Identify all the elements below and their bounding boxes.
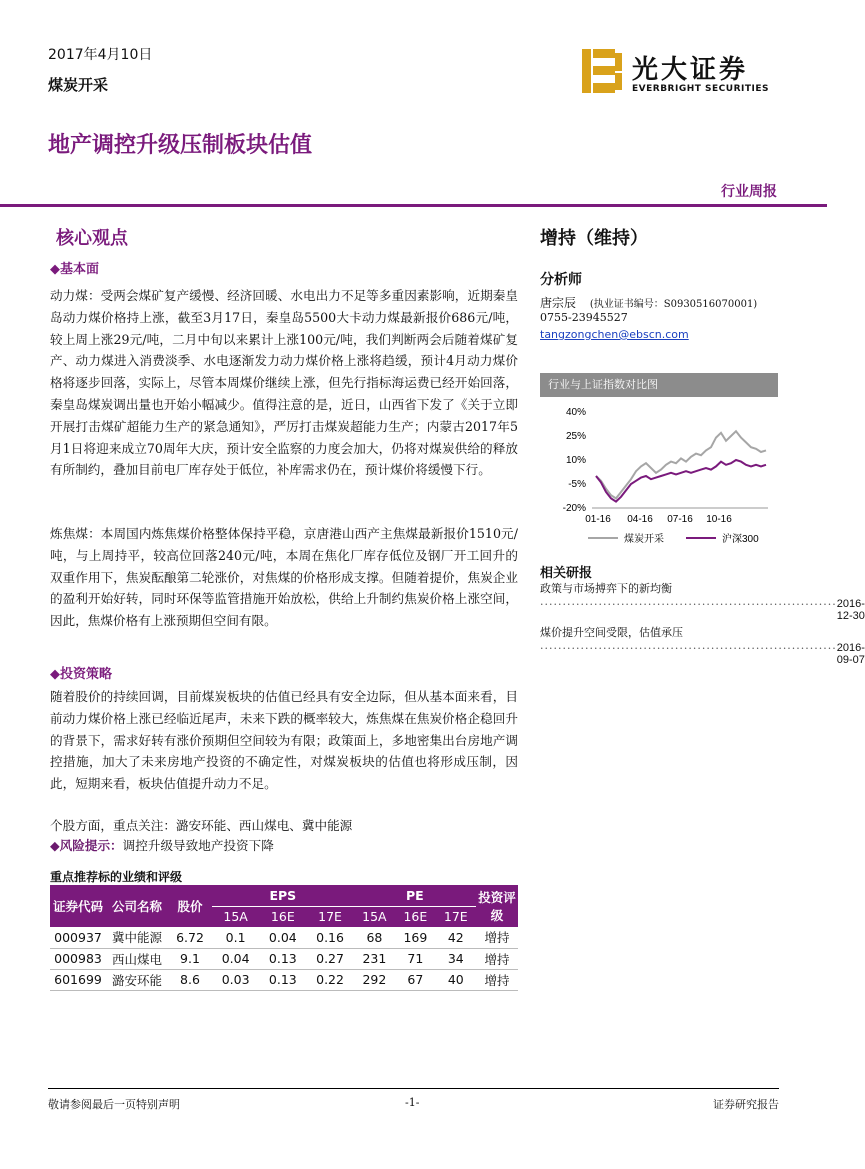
related-item[interactable]: 政策与市场搏弈下的新均衡 ·································································· 2016-12-30 <box>540 582 865 622</box>
comparison-chart <box>540 398 778 548</box>
y-tick-label: 25% <box>565 431 586 442</box>
cell-eps: 0.03 <box>212 969 259 990</box>
series-line-coal <box>596 431 766 498</box>
y-tick-label: 40% <box>565 407 586 418</box>
footer-divider <box>48 1088 779 1089</box>
cell-code: 000983 <box>50 948 106 969</box>
legend-label-coal: 煤炭开采 <box>624 534 664 545</box>
chart-title: 行业与上证指数对比图 <box>540 373 778 397</box>
strategy-heading: ◆投资策略 <box>50 667 112 682</box>
x-tick-label: 10-16 <box>706 514 732 525</box>
footer-org: 证券研究报告 <box>713 1098 779 1111</box>
related-item-title: 政策与市场搏弈下的新均衡 <box>540 582 672 595</box>
analyst-row <box>540 294 757 311</box>
related-item-title: 煤价提升空间受限，估值承压 <box>540 626 683 639</box>
cell-pe: 71 <box>395 948 435 969</box>
th-company: 公司名称 <box>106 885 168 927</box>
cell-code: 601699 <box>50 969 106 990</box>
th-pe-17e: 17E <box>436 906 476 927</box>
y-tick-label: -20% <box>562 503 586 514</box>
y-axis-labels <box>563 407 586 514</box>
th-rating: 投资评级 <box>476 885 518 927</box>
cell-price: 8.6 <box>168 969 212 990</box>
report-date: 2017年4月10日 <box>48 47 153 63</box>
cell-eps: 0.04 <box>212 948 259 969</box>
related-research-list <box>540 580 865 666</box>
fundamentals-heading: ◆基本面 <box>50 262 99 277</box>
th-pe-16e: 16E <box>395 906 435 927</box>
cell-rating: 增持 <box>476 948 518 969</box>
x-axis-labels <box>585 514 732 525</box>
cell-eps: 0.16 <box>306 927 353 948</box>
th-price: 股价 <box>168 885 212 927</box>
cell-eps: 0.22 <box>306 969 353 990</box>
cell-name: 冀中能源 <box>106 927 168 948</box>
th-eps-17e: 17E <box>306 906 353 927</box>
related-research-heading: 相关研报 <box>540 566 593 581</box>
related-item-date: 2016-12-30 <box>836 598 865 622</box>
table-row <box>50 969 518 990</box>
th-code: 证券代码 <box>50 885 106 927</box>
cell-pe: 34 <box>436 948 476 969</box>
risk-line <box>50 835 518 857</box>
footer-disclaimer: 敬请参阅最后一页特别声明 <box>48 1098 180 1111</box>
cell-eps: 0.1 <box>212 927 259 948</box>
related-item[interactable]: 煤价提升空间受限，估值承压 ·································································· 2016-09-07 <box>540 626 865 666</box>
cell-pe: 169 <box>395 927 435 948</box>
header-divider <box>0 204 827 207</box>
th-pe-15a: 15A <box>354 906 395 927</box>
th-eps-15a: 15A <box>212 906 259 927</box>
cell-pe: 292 <box>354 969 395 990</box>
cell-eps: 0.04 <box>259 927 306 948</box>
company-logo <box>580 47 780 99</box>
risk-label: ◆风险提示： <box>50 838 123 853</box>
cell-price: 9.1 <box>168 948 212 969</box>
core-heading: 核心观点 <box>56 228 128 249</box>
report-type: 行业周报 <box>721 184 777 200</box>
cell-eps: 0.13 <box>259 969 306 990</box>
cell-eps: 0.27 <box>306 948 353 969</box>
cell-pe: 40 <box>436 969 476 990</box>
y-tick-label: -5% <box>568 479 586 490</box>
logo-en-text: EVERBRIGHT SECURITIES <box>632 84 769 94</box>
table-row <box>50 927 518 948</box>
stocks-paragraph: 个股方面，重点关注：潞安环能、西山煤电、冀中能源 <box>50 818 353 833</box>
cell-pe: 67 <box>395 969 435 990</box>
th-eps: EPS <box>212 885 354 906</box>
table-row <box>50 948 518 969</box>
cell-rating: 增持 <box>476 927 518 948</box>
cell-rating: 增持 <box>476 969 518 990</box>
page-number: -1- <box>405 1096 420 1109</box>
legend-label-hs300: 沪深300 <box>722 534 759 545</box>
cell-pe: 42 <box>436 927 476 948</box>
x-tick-label: 01-16 <box>585 514 611 525</box>
rating-label: 增持（维持） <box>540 228 648 249</box>
logo-cn-text: 光大证券 <box>632 55 749 85</box>
analyst-email-link[interactable]: tangzongchen@ebscn.com <box>540 328 689 341</box>
cell-pe: 231 <box>354 948 395 969</box>
cell-pe: 68 <box>354 927 395 948</box>
th-pe: PE <box>354 885 476 906</box>
coking-coal-paragraph: 炼焦煤：本周国内炼焦煤价格整体保持平稳，京唐港山西产主焦煤最新报价1510元/吨，与上周持平，较高位回落240元/吨，本周在焦化厂库存低位及钢厂开工回升的双重作用下，焦炭酝酿第二轮涨价，对焦煤的价格形成支撑。但随着提价，焦炭企业的盈利开始好转，同时环保等监管措施开始放松，供给上升制约焦炭价格上涨空间，因此，焦煤价格有上涨预期但空间有限。 <box>50 526 518 629</box>
analyst-phone: 0755-23945527 <box>540 311 628 324</box>
analyst-license: (执业证书编号：S0930516070001) <box>589 299 758 310</box>
recommendation-table <box>50 885 518 991</box>
table-title: 重点推荐标的业绩和评级 <box>50 870 183 884</box>
sector-label: 煤炭开采 <box>48 76 109 94</box>
cell-name: 西山煤电 <box>106 948 168 969</box>
cell-code: 000937 <box>50 927 106 948</box>
analyst-heading: 分析师 <box>540 272 582 288</box>
cell-price: 6.72 <box>168 927 212 948</box>
strategy-paragraph: 随着股价的持续回调，目前煤炭板块的估值已经具有安全边际，但从基本面来看，目前动力煤价格上涨已经临近尾声，未来下跌的概率较大，炼焦煤在焦炭价格企稳回升的背景下，需求好转有涨价预期但空间较为有限；政策面上，多地密集出台房地产调控措施，加大了未来房地产投资的不确定性，对煤炭板块的估值也将形成压制，因此，短期来看，板块估值提升动力不足。 <box>50 689 518 792</box>
related-item-date: 2016-09-07 <box>836 642 865 666</box>
risk-text: 调控升级导致地产投资下降 <box>122 838 274 853</box>
thermal-coal-paragraph: 动力煤：受两会煤矿复产缓慢、经济回暖、水电出力不足等多重因素影响，近期秦皇岛动力煤价格持上涨，截至3月17日，秦皇岛5500大卡动力煤最新报价686元/吨，较上周上涨29元/吨，二月中旬以来累计上涨100元/吨，我们判断两会后随着煤矿复产、动力煤进入消费淡季、水电逐渐发力动力煤价格上涨将趋缓，预计4月动力煤价格将逐步回落，实际上，尽管本周煤价继续上涨，但先行指标海运费已经开始回落，秦皇岛煤炭调出量也开始小幅减少。值得注意的是，近日，山西省下发了《关于立即开展打击煤矿超能力生产的紧急通知》，严厉打击煤炭超能力生产；内蒙古2017年5月1日将迎来成立70周年大庆，预计安全监察的力度会加大，仍将对煤炭供给的释放有所制约，叠加目前电厂库存处于低位，补库需求仍在，预计煤价将缓慢下行。 <box>50 288 518 478</box>
cell-eps: 0.13 <box>259 948 306 969</box>
analyst-name: 唐宗辰 <box>540 296 577 310</box>
report-title: 地产调控升级压制板块估值 <box>48 133 313 158</box>
everbright-logo-icon <box>580 47 624 95</box>
series-line-hs300 <box>596 460 766 502</box>
th-eps-16e: 16E <box>259 906 306 927</box>
x-tick-label: 04-16 <box>627 514 653 525</box>
chart-legend <box>588 532 759 545</box>
x-tick-label: 07-16 <box>667 514 693 525</box>
y-tick-label: 10% <box>565 455 586 466</box>
cell-name: 潞安环能 <box>106 969 168 990</box>
